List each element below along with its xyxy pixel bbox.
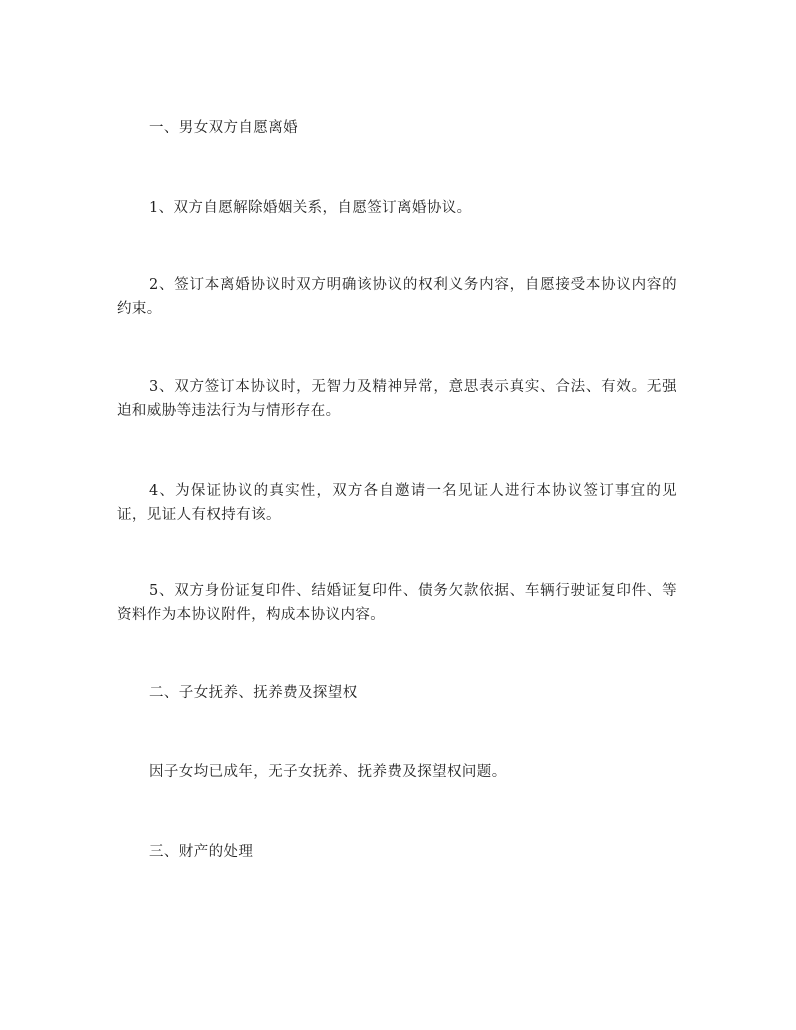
section-2-body: 因子女均已成年，无子女抚养、抚养费及探望权问题。 xyxy=(149,764,507,780)
section-2-title: 二、子女抚养、抚养费及探望权 xyxy=(149,685,358,701)
section-3-title: 三、财产的处理 xyxy=(149,844,254,860)
section-1-title: 一、男女双方自愿离婚 xyxy=(149,120,298,136)
section-1-item-4: 4、为保证协议的真实性，双方各自邀请一名见证人进行本协议签订事宜的见证，见证人有权持有该。 xyxy=(117,483,677,523)
section-1-item-5: 5、双方身份证复印件、结婚证复印件、债务欠款依据、车辆行驶证复印件、等资料作为本协议附件，构成本协议内容。 xyxy=(117,583,677,623)
section-1-item-3: 3、双方签订本协议时，无智力及精神异常，意思表示真实、合法、有效。无强迫和威胁等违法行为与情形存在。 xyxy=(117,379,677,419)
section-1-item-1: 1、双方自愿解除婚姻关系，自愿签订离婚协议。 xyxy=(149,200,472,216)
section-1-item-2: 2、签订本离婚协议时双方明确该协议的权利义务内容，自愿接受本协议内容的约束。 xyxy=(117,277,677,317)
